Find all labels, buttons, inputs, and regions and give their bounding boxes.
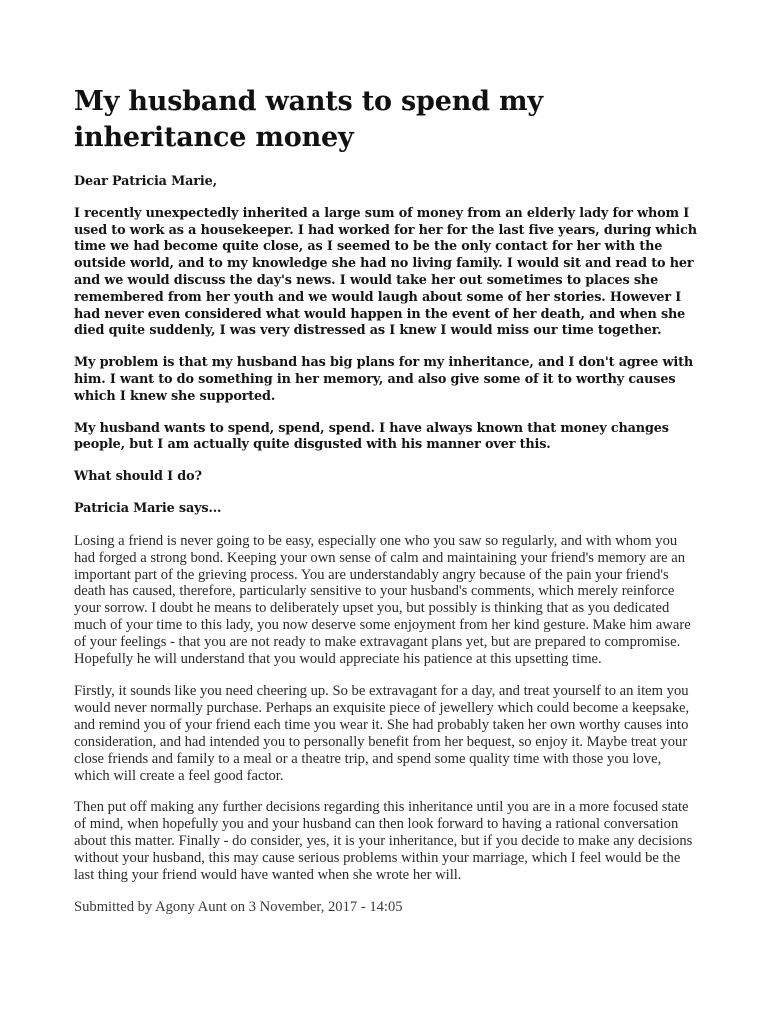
reader-letter [74,174,698,518]
agony-aunt-answer [74,533,698,884]
submitted-byline: Submitted by Agony Aunt on 3 November, 2017 - 14:05 [74,898,403,915]
letter-paragraph: My husband wants to spend, spend, spend. I have always known that money changes people, but I am actually quite disgusted with his manner over this. [74,420,669,453]
letter-paragraph: My problem is that my husband has big plans for my inheritance, and I don't agree with him. I want to do something in her memory, and also give some of it to worthy causes which I knew she supported. [74,355,694,404]
letter-paragraph: I recently unexpectedly inherited a large sum of money from an elderly lady for whom I used to work as a housekeeper. I had worked for her for the last five years, during which time we had become quite close, as I seemed to be the only contact for her with the outside world, and to my knowledge she had no living family. I would sit and read to her and we would discuss the day's news. I would take her out sometimes to places she remembered from her youth and we would laugh about some of her stories. However I had never even considered what would happen in the event of her death, and when she died quite suddenly, I was very distressed as I knew I would miss our time together. [74,205,697,339]
letter-salutation: Dear Patricia Marie, [74,174,217,189]
article-title: My husband wants to spend my inheritance money [74,86,543,153]
letter-question: What should I do? [74,469,202,485]
answer-paragraph: Then put off making any further decisions regarding this inheritance until you are in a more focused state of mind, when hopefully you and your husband can then look forward to having a rational conversation about this matter. Finally - do consider, yes, it is your inheritance, but if you decide to make any decisions without your husband, this may cause serious problems within your marriage, which I feel would be the last thing your friend would have wanted when she wrote her will. [74,799,693,884]
article [74,84,698,916]
reply-intro: Patricia Marie says... [74,500,222,516]
answer-paragraph: Losing a friend is never going to be easy, especially one who you saw so regularly, and with whom you had forged a strong bond. Keeping your own sense of calm and maintaining your friend's memory are an important part of the grieving process. You are understandably angry because of the pain your friend's death has caused, therefore, particularly sensitive to your husband's comments, which merely reinforce your sorrow. I doubt he means to deliberately upset you, but possibly is thinking that as you dedicated much of your time to this lady, you now deserve some enjoyment from her kind gesture. Make him aware of your feelings - that you are not ready to make extravagant plans yet, but are prepared to compromise. Hopefully he will understand that you would appreciate his patience at this upsetting time. [74,532,691,668]
answer-paragraph: Firstly, it sounds like you need cheering up. So be extravagant for a day, and treat yourself to an item you would never normally purchase. Perhaps an exquisite piece of jewellery which could become a keepsake, and remind you of your friend each time you wear it. She had probably taken her own worthy causes into consideration, and had intended you to personally benefit from her bequest, so enjoy it. Maybe treat your close friends and family to a meal or a theatre trip, and spend some quality time with those you love, which will create a feel good factor. [74,683,690,784]
